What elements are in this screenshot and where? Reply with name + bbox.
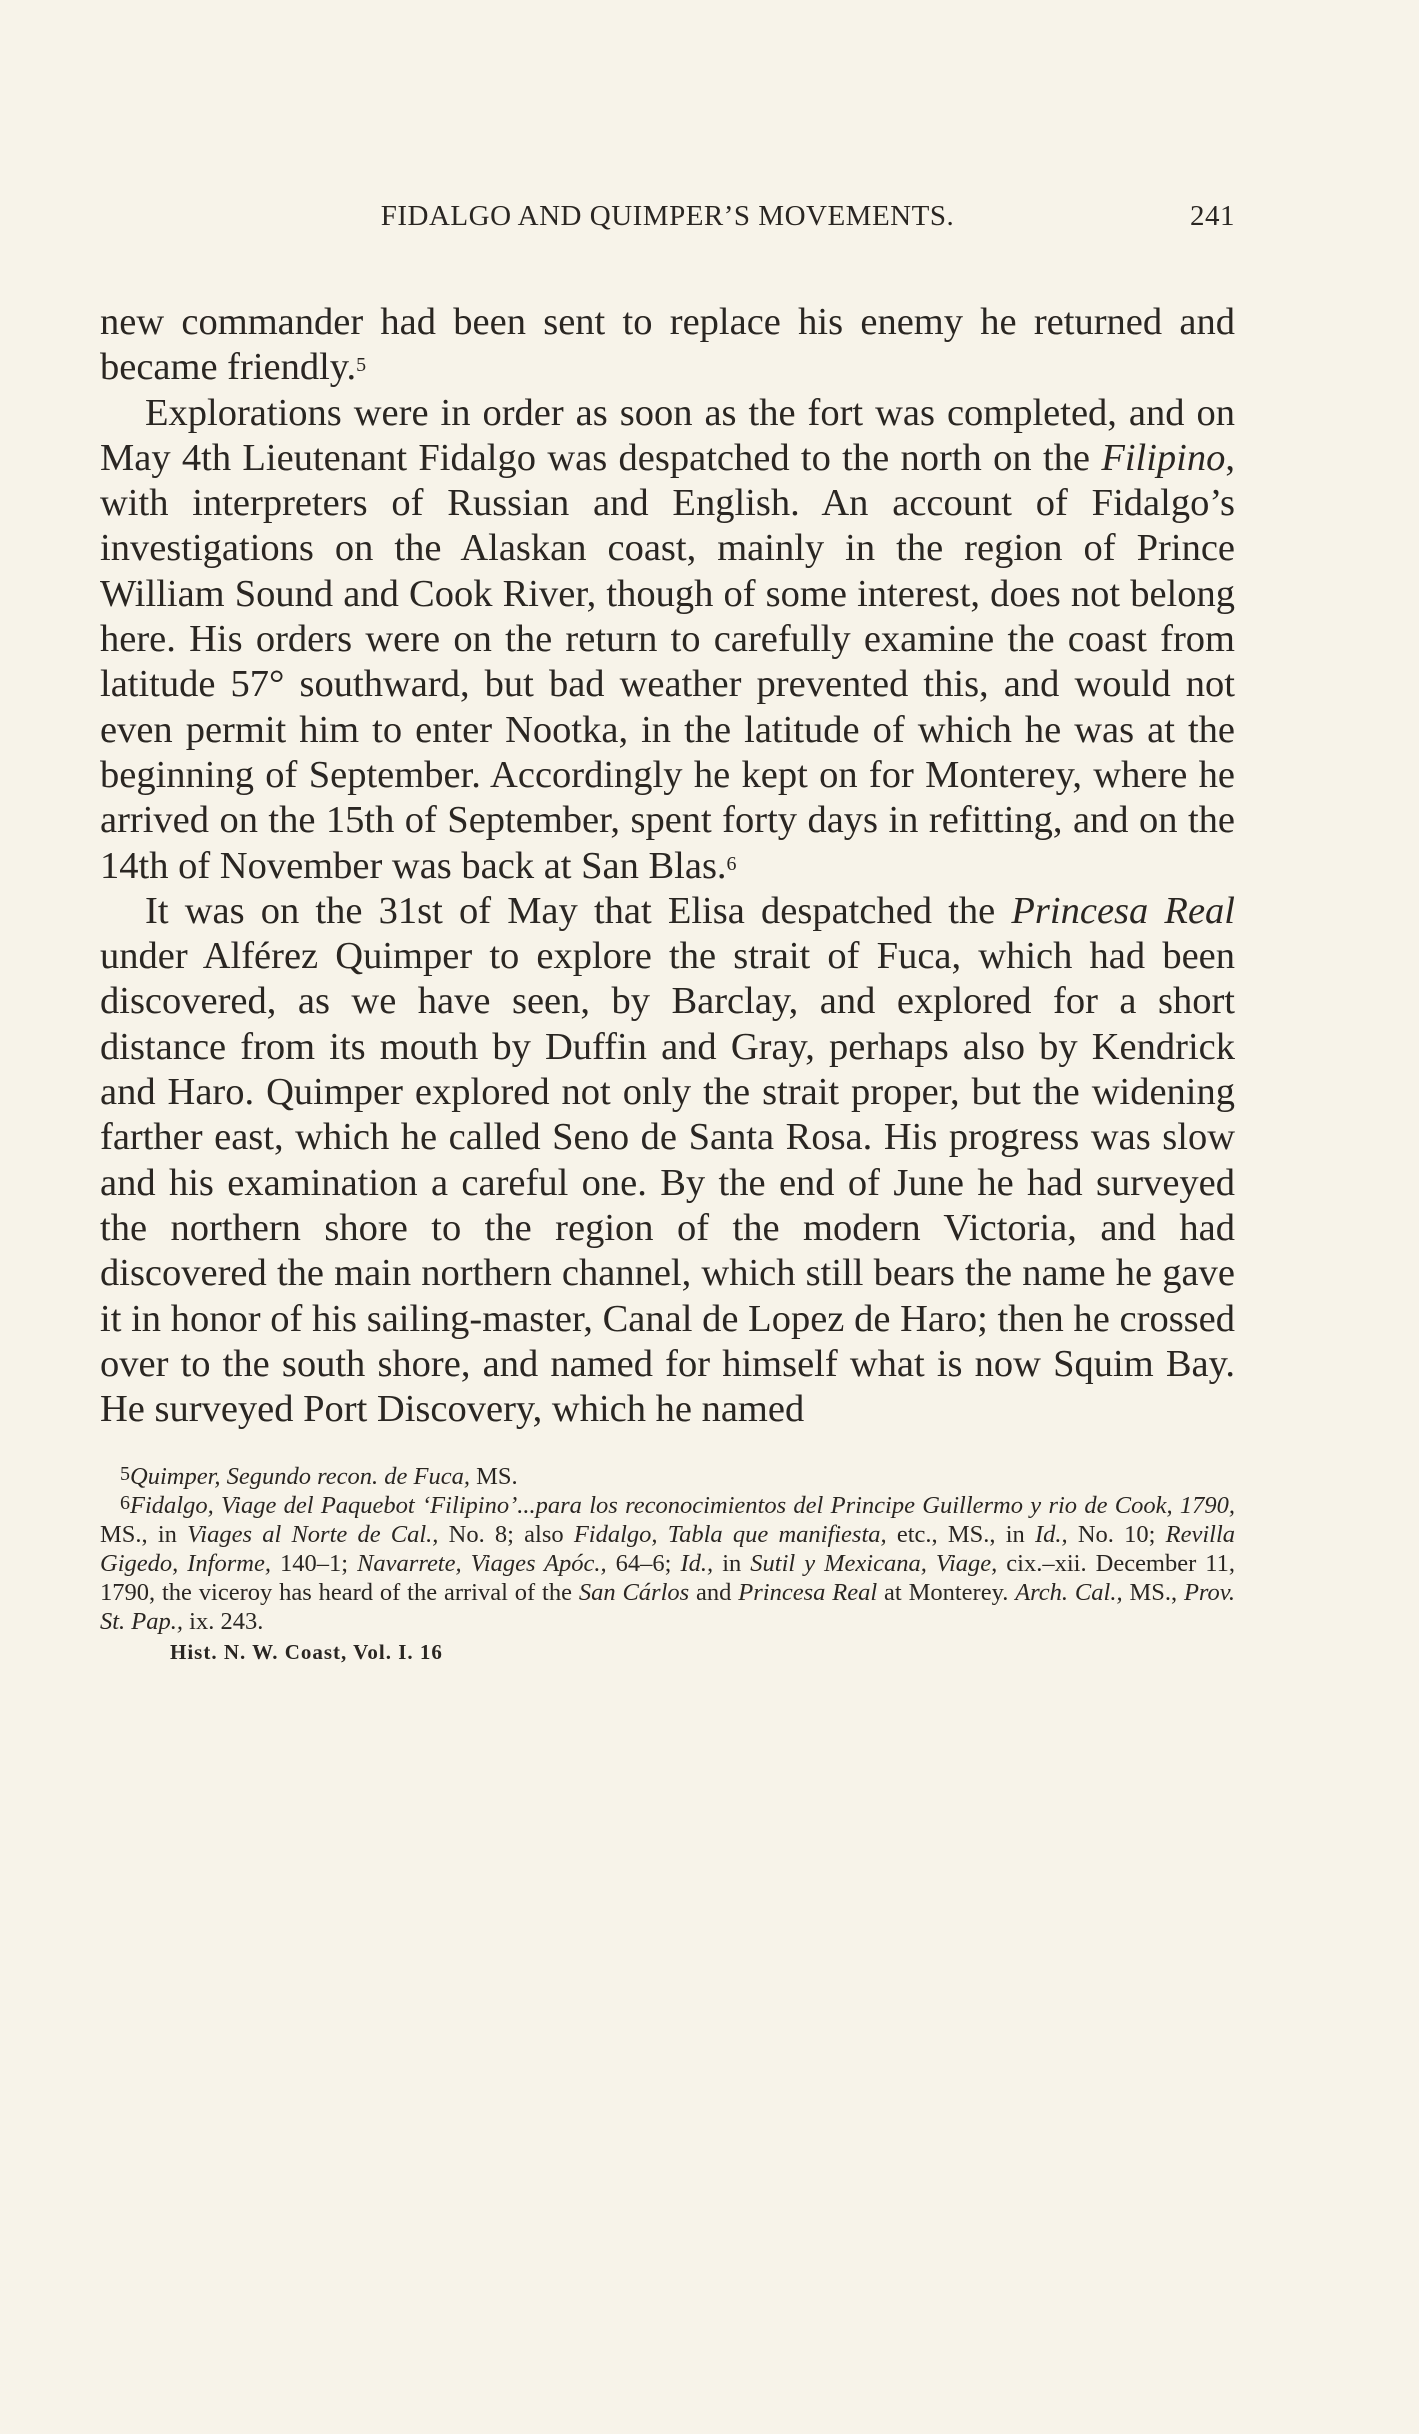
text-run: ix. 243. xyxy=(183,1608,264,1636)
italic-text: Prov. St. Pap., xyxy=(100,1579,1235,1636)
paragraph xyxy=(100,300,1235,391)
italic-text: Fidalgo, Tabla que manifiesta, xyxy=(573,1521,887,1549)
text-run: and xyxy=(689,1579,739,1607)
italic-text: Princesa Real xyxy=(738,1579,878,1607)
text-run: MS., in xyxy=(100,1521,188,1549)
italic-text: Sutil y Mexicana, Viage, xyxy=(750,1550,998,1578)
text-run: new commander had been sent to replace his enemy he returned and became friendly. xyxy=(100,301,1235,389)
text-run: MS., xyxy=(1122,1579,1184,1607)
footnotes xyxy=(100,1462,1235,1636)
text-run: in xyxy=(713,1550,751,1578)
text-run: No. 8; also xyxy=(438,1521,574,1549)
italic-text: Viages al Norte de Cal., xyxy=(187,1521,439,1549)
text-run: It was on the 31st of May that Elisa despatched the xyxy=(145,889,1012,932)
italic-text: Filipino xyxy=(1101,436,1226,479)
footnote-marker: 5 xyxy=(356,354,367,377)
text-run: No. 10; xyxy=(1067,1521,1166,1549)
text-run: etc., MS., in xyxy=(886,1521,1035,1549)
footnote-marker: 5 xyxy=(120,1463,130,1486)
text-run: cix.–xii. December 11, 1790, the viceroy has heard of the arrival of the xyxy=(100,1550,1236,1607)
book-page xyxy=(100,200,1235,1665)
running-head-title: FIDALGO AND QUIMPER’S MOVEMENTS. xyxy=(380,200,955,232)
footnote xyxy=(100,1491,1235,1636)
text-run: under Alférez Quimper to explore the strait of Fuca, which had been discovered, as we have seen, by Barclay, and explored for a short distance from its mouth by Duffin and Gray, perhaps also by Kendrick and Haro. Quimper explored not only the strait proper, but the widening farther east, which he called Seno de Santa Rosa. His progress was slow and his examination a careful one. By the end of June he had surveyed the northern shore to the region of the modern Victoria, and had discovered the main northern channel, which still bears the name he gave it in honor of his sailing-master, Canal de Lopez de Haro; then he crossed over to the south shore, and named for himself what is now Squim Bay. He surveyed Port Discovery, which he named xyxy=(100,935,1235,1431)
text-run: 64–6; xyxy=(606,1550,681,1578)
italic-text: Arch. Cal., xyxy=(1015,1579,1123,1607)
text-run: 140–1; xyxy=(270,1550,358,1578)
text-run: Explorations were in order as soon as the fort was completed, and on May 4th Lieutenant Fidalgo was despatched to the north on the xyxy=(100,391,1235,479)
signature-line: Hist. N. W. Coast, Vol. I. 16 xyxy=(170,1640,443,1665)
footnote xyxy=(100,1462,1235,1491)
italic-text: Revilla Gigedo, Informe, xyxy=(100,1521,1236,1578)
text-run: at Monterey. xyxy=(877,1579,1016,1607)
italic-text: Navarrete, Viages Apóc., xyxy=(357,1550,607,1578)
footnote-marker: 6 xyxy=(726,852,737,875)
footnote-marker: 6 xyxy=(120,1492,130,1515)
italic-text: Princesa Real xyxy=(1011,889,1235,932)
paragraph xyxy=(100,889,1235,1433)
italic-text: Id., xyxy=(1034,1521,1068,1549)
text-run: MS. xyxy=(469,1463,518,1491)
italic-text: Id., xyxy=(680,1550,714,1578)
paragraph xyxy=(100,391,1235,889)
italic-text: San Cárlos xyxy=(578,1579,690,1607)
italic-text: Fidalgo, Viage del Paquebot ‘Filipino’...para los reconocimientos del Principe Guillermo y rio de Cook, 1790, xyxy=(130,1492,1235,1520)
running-head xyxy=(100,200,1235,240)
text-run: , with interpreters of Russian and English. An account of Fidalgo’s investigations on the Alaskan coast, mainly in the region of Prince William Sound and Cook River, though of some interest, does not belong here. His orders were on the return to carefully examine the coast from latitude 57° southward, but bad weather prevented this, and would not even permit him to enter Nootka, in the latitude of which he was at the beginning of September. Accordingly he kept on for Monterey, where he arrived on the 15th of September, spent forty days in refitting, and on the 14th of November was back at San Blas. xyxy=(100,436,1235,887)
italic-text: Quimper, Segundo recon. de Fuca, xyxy=(130,1463,470,1491)
body-text xyxy=(100,300,1235,1432)
page-number: 241 xyxy=(1190,200,1235,232)
